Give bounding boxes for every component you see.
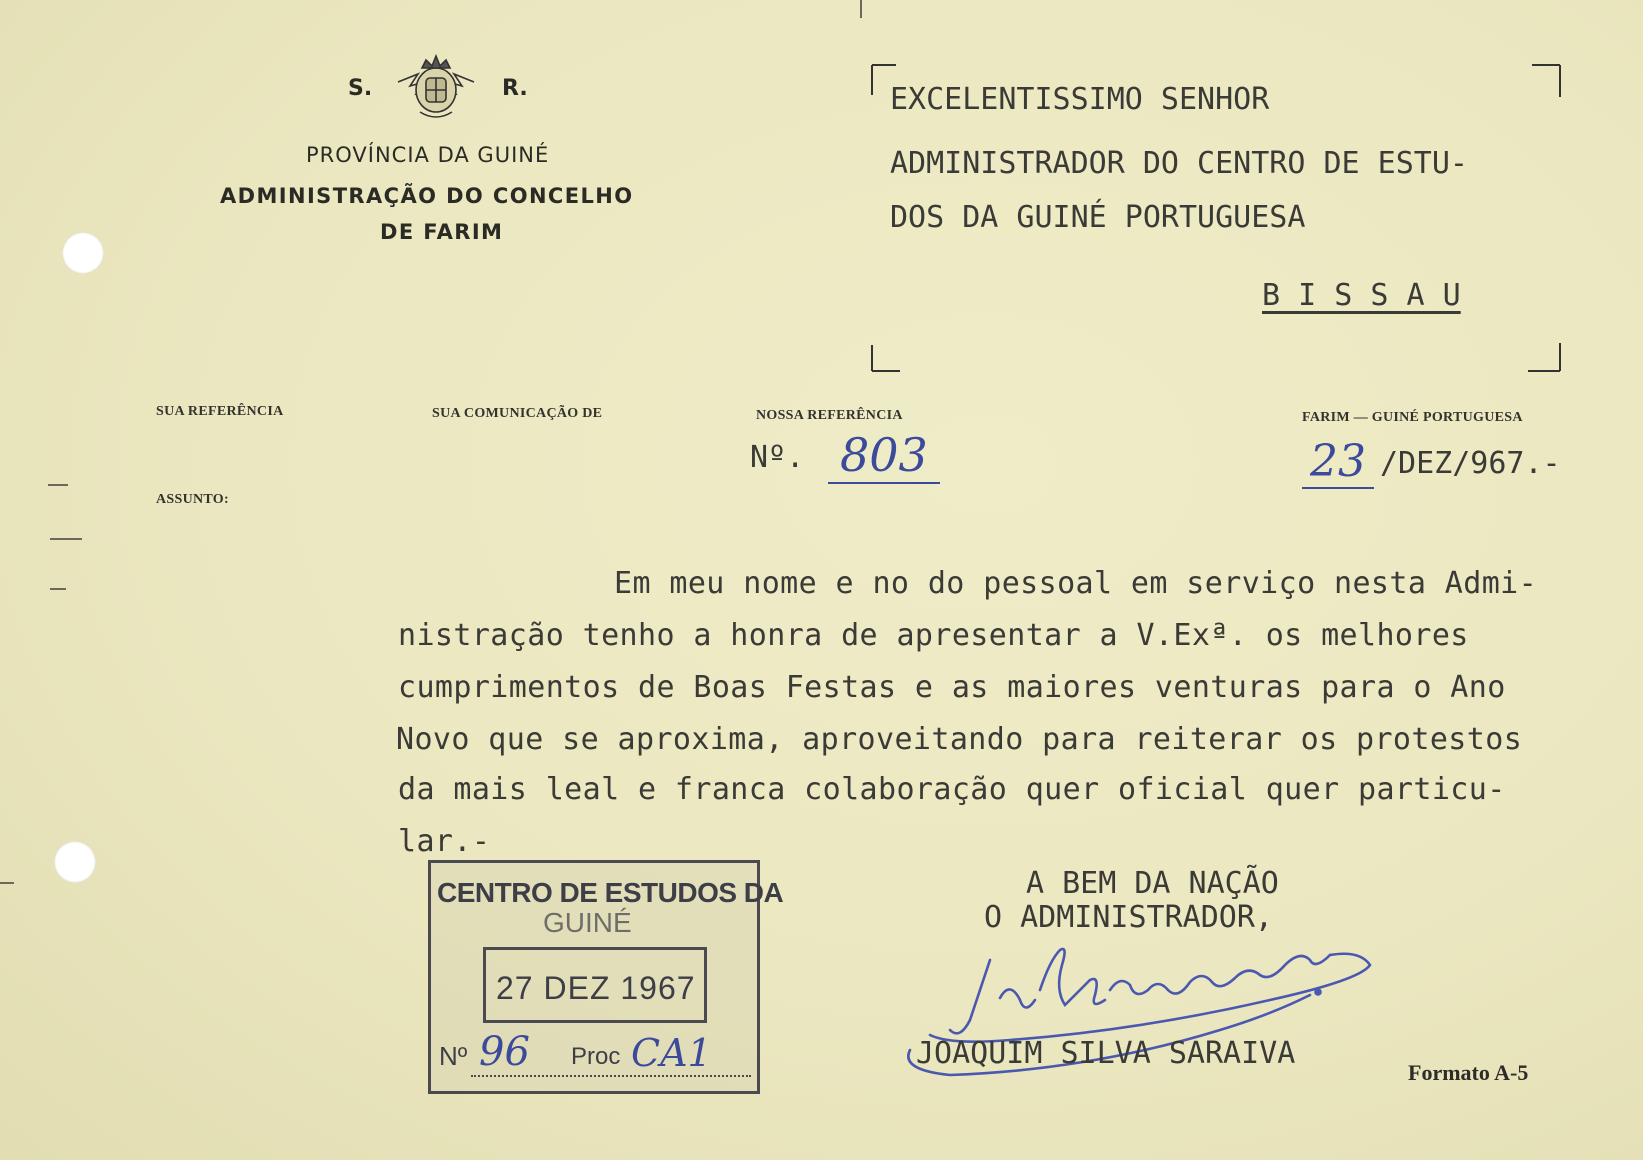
date-day: 23 [1302,436,1374,489]
closing-line-1: A BEM DA NAÇÃO [1026,866,1279,901]
received-stamp [428,860,784,1094]
addressee-line-1: EXCELENTISSIMO SENHOR [890,82,1270,117]
reference-number-prefix: Nº. [750,440,805,475]
closing-line-2: O ADMINISTRADOR, [984,900,1273,935]
stamp-header: CENTRO DE ESTUDOS DA [437,877,784,908]
stamp-proc-value: CA1 [631,1031,712,1075]
label-place: FARIM — GUINÉ PORTUGUESA [1302,410,1523,425]
letterhead-farim: DE FARIM [380,220,504,244]
reference-number-value: 803 [828,428,940,484]
punch-hole-bottom [54,841,96,883]
letterhead-province: PROVÍNCIA DA GUINÉ [306,143,550,167]
stamp-date: 27 DEZ 1967 [496,970,696,1006]
addressee-line-3: DOS DA GUINÉ PORTUGUESA [890,200,1306,235]
body-line-3: cumprimentos de Boas Festas e as maiores venturas para o Ano [398,670,1506,705]
stamp-dotted-line [471,1075,751,1077]
coat-of-arms-emblem [390,52,482,124]
body-line-1: Em meu nome e no do pessoal em serviço nesta Admi- [614,566,1538,601]
stamp-proc-label: Proc [571,1043,621,1070]
addressee-line-2: ADMINISTRADOR DO CENTRO DE ESTU- [890,146,1468,181]
letterhead-administration: ADMINISTRAÇÃO DO CONCELHO [220,184,634,208]
addressee-city: B I S S A U [1262,278,1461,313]
margin-mark [48,484,68,486]
stamp-number-prefix: Nº [439,1041,468,1071]
paper-format-label: Formato A-5 [1408,1060,1529,1085]
stamp-subheader: GUINÉ [543,907,632,938]
stamp-number-value: 96 [479,1029,530,1075]
body-line-5: da mais leal e franca colaboração quer oficial quer particu- [398,772,1506,807]
stamp-date-box [483,947,707,1023]
margin-mark [50,538,82,540]
label-nossa-referencia: NOSSA REFERÊNCIA [756,408,903,423]
label-assunto: ASSUNTO: [156,492,229,507]
label-sua-referencia: SUA REFERÊNCIA [156,404,284,419]
margin-mark [860,0,862,18]
body-line-6: lar.- [398,824,491,859]
label-sua-comunicacao: SUA COMUNICAÇÃO DE [432,406,603,421]
letterhead-r: R. [502,76,528,101]
punch-hole-top [62,232,104,274]
body-line-2: nistração tenho a honra de apresentar a V.Exª. os melhores [398,618,1469,653]
letterhead-s: S. [348,76,373,101]
margin-mark [50,588,66,590]
date-rest: /DEZ/967.- [1380,446,1561,481]
margin-mark [0,882,14,884]
body-line-4: Novo que se aproxima, aproveitando para reiterar os protestos [396,722,1523,757]
signatory-name: JOAQUIM SILVA SARAIVA [916,1036,1296,1071]
